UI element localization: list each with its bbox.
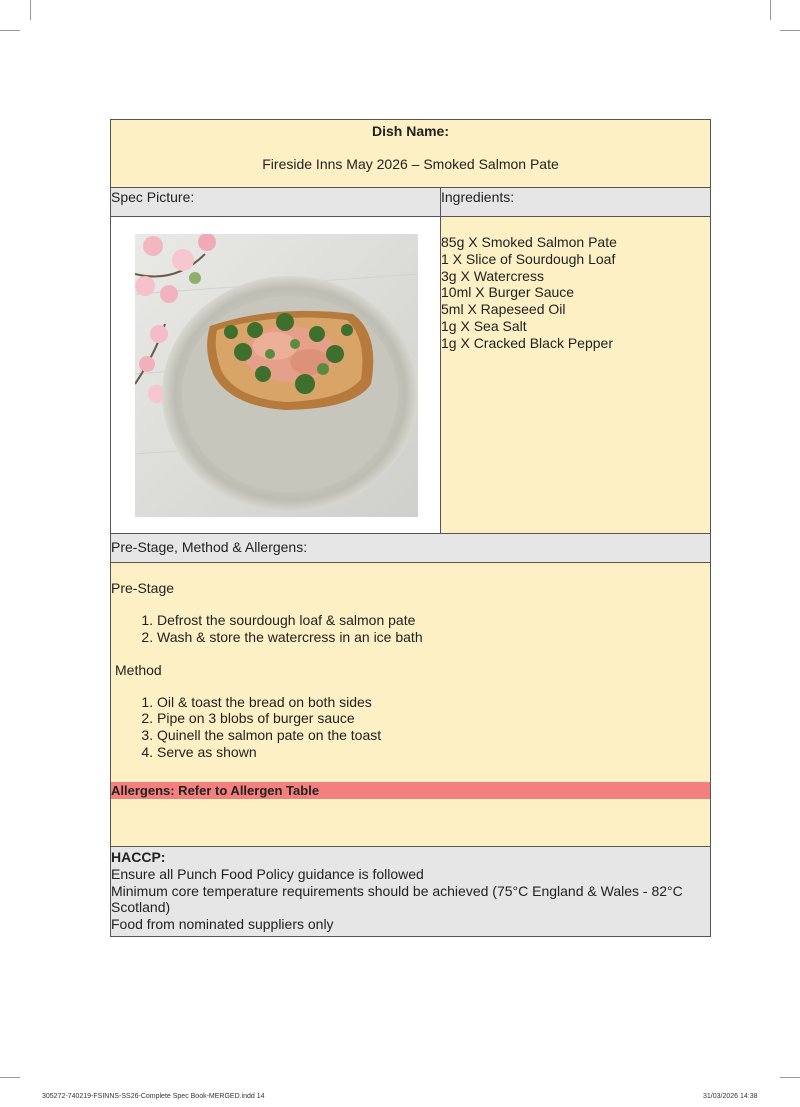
spec-picture-label: Spec Picture: <box>111 188 441 216</box>
prestage-step: 1. Defrost the sourdough loaf & salmon pate <box>157 612 710 629</box>
method-section <box>111 563 710 847</box>
prestage-heading: Pre-Stage <box>111 580 175 596</box>
ingredients-label: Ingredients: <box>441 188 710 216</box>
haccp-line: Minimum core temperature requirements should be achieved (75°C England & Wales - 82°C Scotland) <box>111 882 683 916</box>
ingredient-item: 1 X Slice of Sourdough Loaf <box>441 250 616 267</box>
picture-ingredients-header <box>111 188 710 217</box>
method-step: 3. Quinell the salmon pate on the toast <box>157 727 710 744</box>
haccp-heading: HACCP: <box>111 849 166 865</box>
ingredient-item: 10ml X Burger Sauce <box>441 284 575 301</box>
ingredient-item: 3g X Watercress <box>441 267 544 284</box>
footer-datetime: 31/03/2026 14:38 <box>703 1093 758 1100</box>
dish-name-row <box>111 120 710 188</box>
method-step: 2. Pipe on 3 blobs of burger sauce <box>157 710 710 727</box>
dish-name: Fireside Inns May 2026 – Smoked Salmon Pate <box>262 156 559 172</box>
method-step: 4. Serve as shown <box>157 744 710 761</box>
haccp-line: Food from nominated suppliers only <box>111 916 334 933</box>
prestage-steps <box>111 612 710 646</box>
dish-name-heading: Dish Name: <box>371 123 450 139</box>
crop-mark <box>30 0 31 20</box>
haccp-line: Ensure all Punch Food Policy guidance is followed <box>111 865 424 882</box>
dish-photo <box>135 234 418 517</box>
method-content <box>111 563 710 782</box>
spec-picture-cell <box>111 217 441 533</box>
method-steps <box>111 694 710 761</box>
ingredient-item: 1g X Cracked Black Pepper <box>441 334 613 351</box>
crop-mark <box>770 0 771 20</box>
ingredient-item: 85g X Smoked Salmon Pate <box>441 234 617 250</box>
method-step: 1. Oil & toast the bread on both sides <box>157 694 710 711</box>
allergens-bar: Allergens: Refer to Allergen Table <box>111 782 710 799</box>
spec-sheet <box>110 119 711 937</box>
prestage-step: 2. Wash & store the watercress in an ice bath <box>157 629 710 646</box>
ingredient-item: 5ml X Rapeseed Oil <box>441 301 566 318</box>
ingredients-cell <box>441 217 710 533</box>
allergens-blank <box>111 799 710 846</box>
crop-mark <box>0 30 20 31</box>
ingredient-item: 1g X Sea Salt <box>441 317 527 334</box>
ingredients-list <box>441 217 710 352</box>
dish-photo-illustration <box>135 234 418 517</box>
crop-mark <box>780 30 800 31</box>
crop-mark <box>0 1077 20 1078</box>
crop-mark <box>780 1077 800 1078</box>
haccp-section <box>111 847 710 936</box>
picture-ingredients-row <box>111 217 710 534</box>
method-heading: Method <box>115 661 162 678</box>
method-section-label: Pre-Stage, Method & Allergens: <box>111 534 710 563</box>
footer-file-label: 305272-740219-FSINNS-SS26-Complete Spec Book-MERGED.indd 14 <box>42 1093 265 1100</box>
